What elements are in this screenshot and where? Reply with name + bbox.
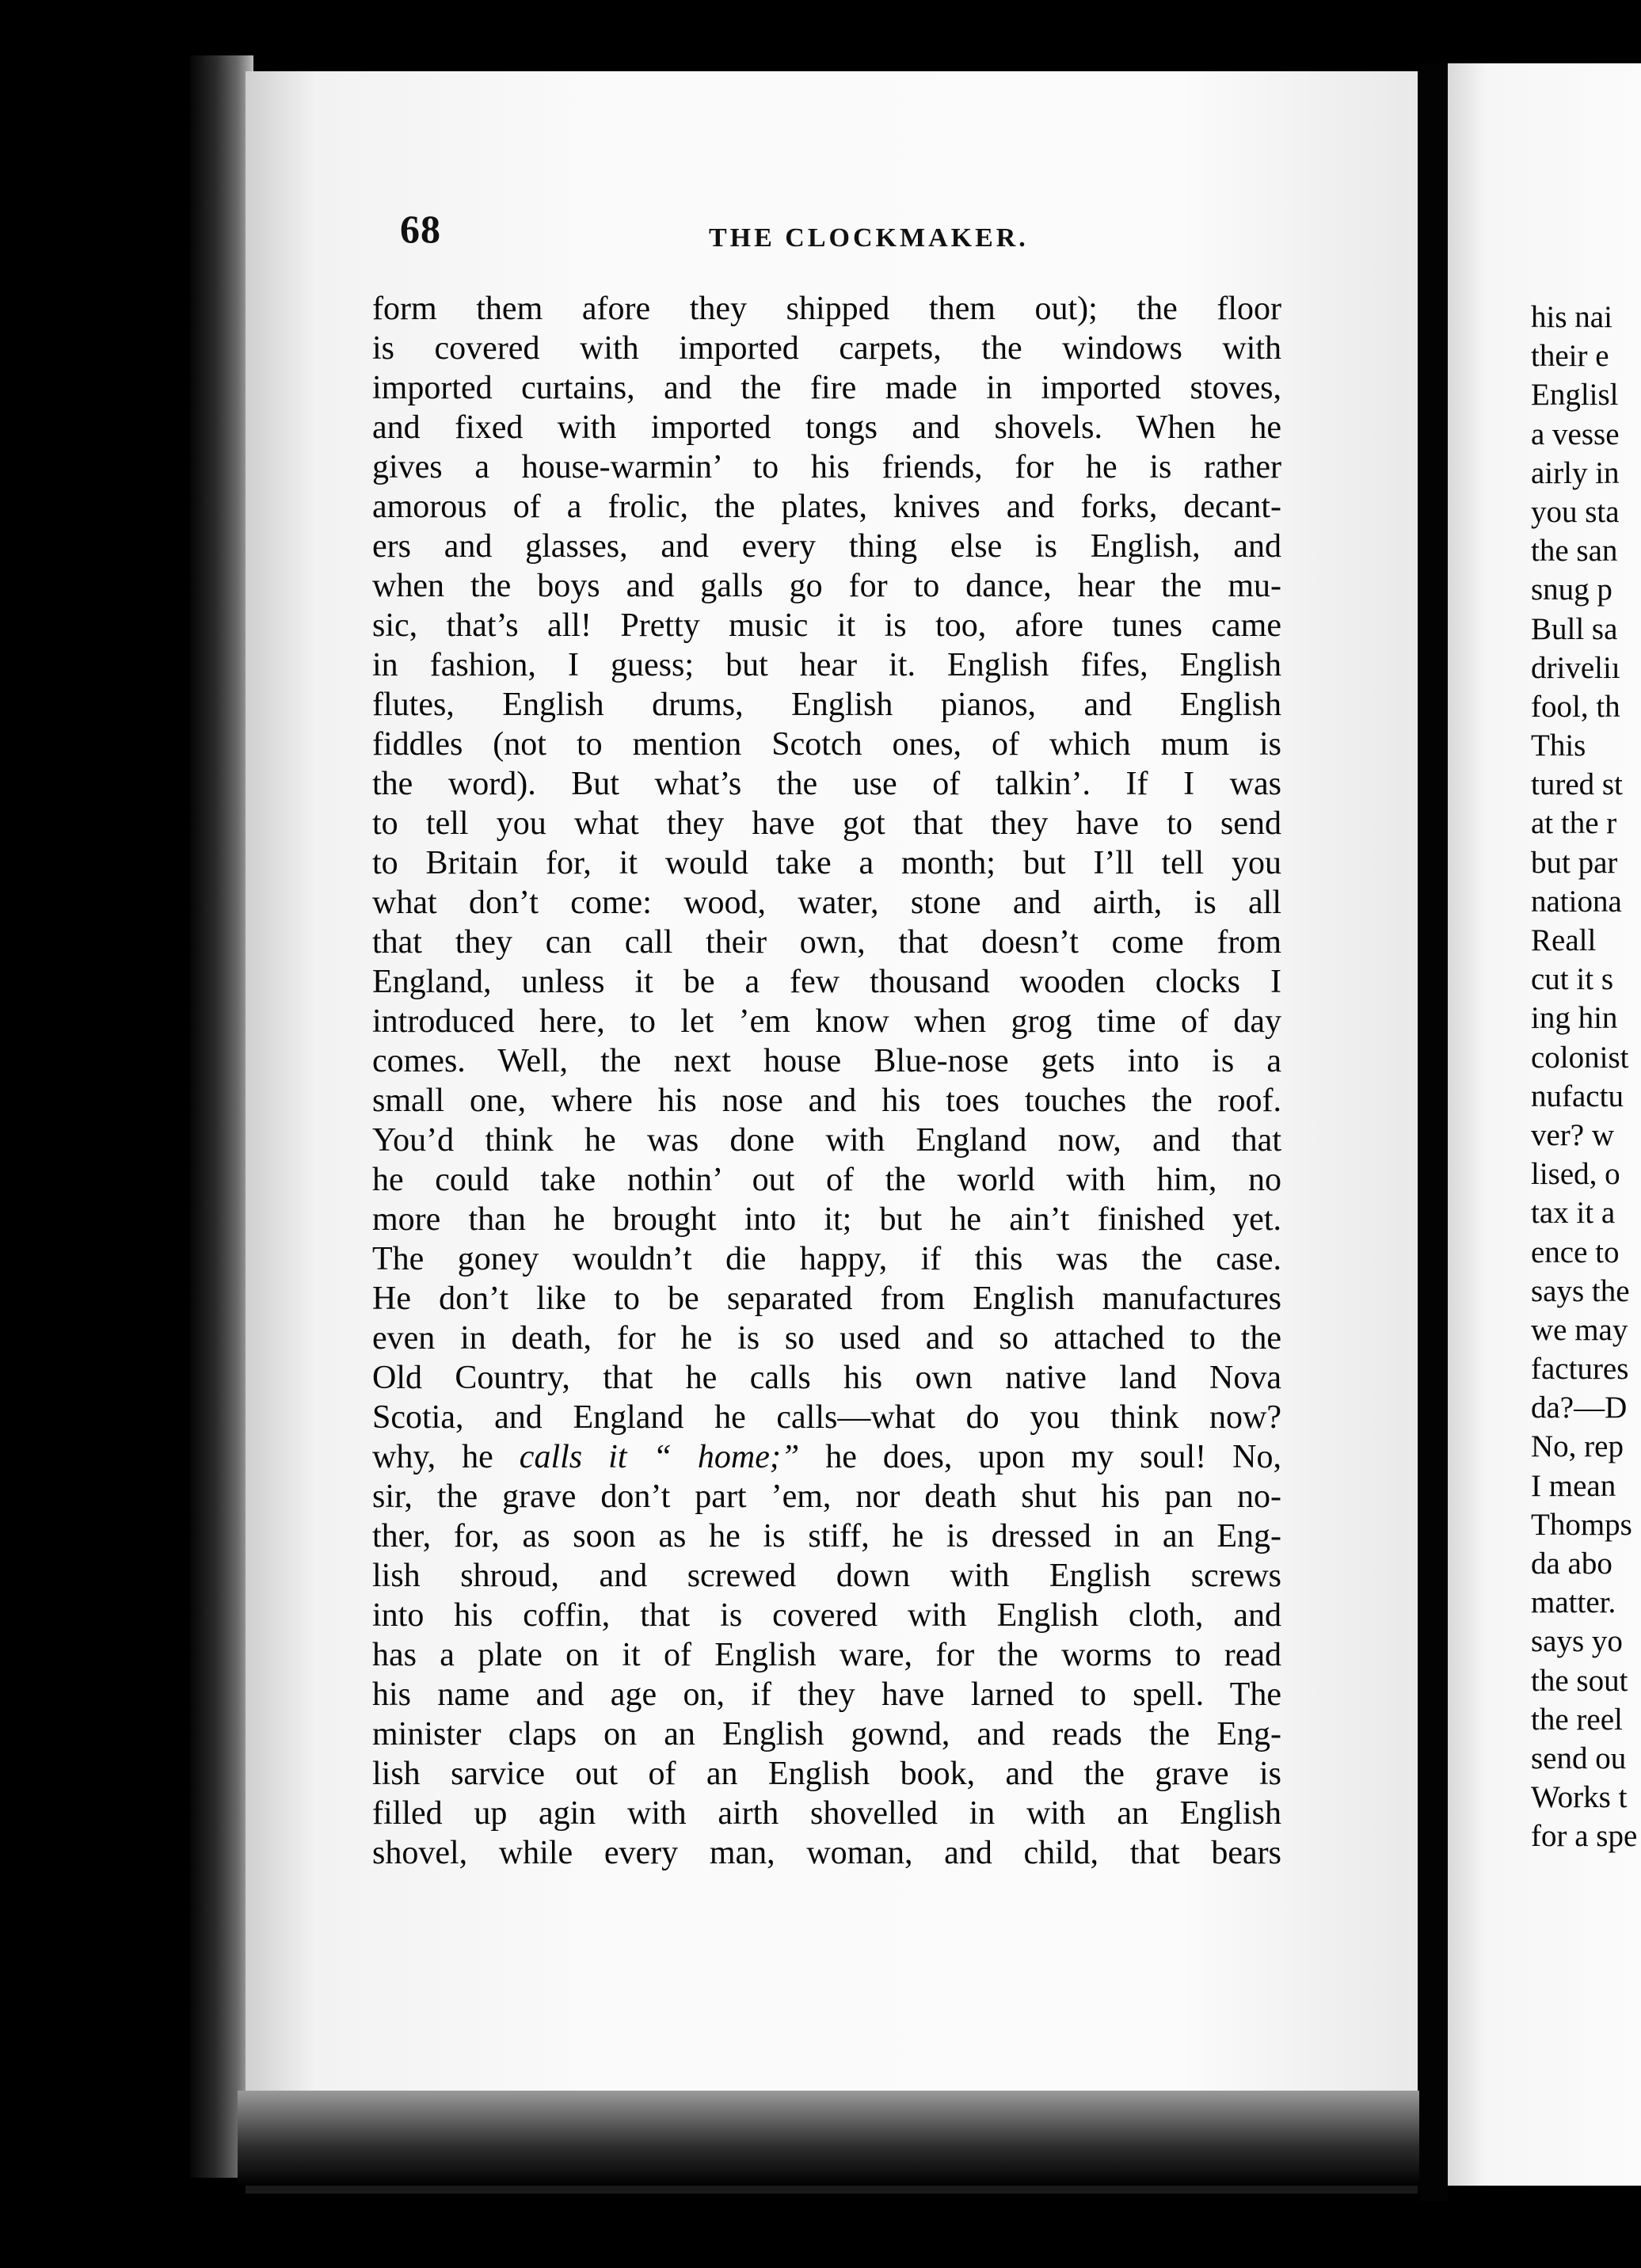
- text-line: ers and glasses, and every thing else is English, and: [372, 528, 1281, 565]
- text-line: introduced here, to let ’em know when grog time of day: [372, 1003, 1281, 1040]
- text-line: the san: [1531, 534, 1618, 569]
- text-line: imported curtains, and the fire made in imported stoves,: [372, 370, 1281, 406]
- text-line: his name and age on, if they have larned to spell. The: [372, 1676, 1281, 1713]
- text-line: you sta: [1531, 494, 1620, 529]
- text-line: ther, for, as soon as he is stiff, he is dressed in an Eng-: [372, 1518, 1281, 1554]
- italic-phrase: calls it “ home;”: [519, 1439, 800, 1475]
- text-line: This: [1531, 729, 1586, 763]
- text-line: their e: [1531, 339, 1609, 374]
- text-line: into his coffin, that is covered with English cloth, and: [372, 1597, 1281, 1634]
- text-line: even in death, for he is so used and so attached to the: [372, 1320, 1281, 1357]
- text-line: we may: [1531, 1312, 1628, 1347]
- text-line: I mean: [1531, 1468, 1616, 1503]
- text-line: Works t: [1531, 1780, 1628, 1815]
- text-line: his nai: [1531, 300, 1612, 334]
- text-line: small one, where his nose and his toes touches the roof.: [372, 1083, 1281, 1119]
- text-line: the sout: [1531, 1663, 1628, 1698]
- text-line: Bull sa: [1531, 611, 1618, 646]
- text-line: in fashion, I guess; but hear it. English fifes, English: [372, 647, 1281, 683]
- text-line: cut it s: [1531, 962, 1613, 997]
- text-line: more than he brought into it; but he ain’t finished yet.: [372, 1201, 1281, 1238]
- text-line: what don’t come: wood, water, stone and airth, is all: [372, 885, 1281, 921]
- text-line: Reall: [1531, 923, 1597, 957]
- text-line: he could take nothin’ out of the world with him, no: [372, 1162, 1281, 1198]
- text-line: form them afore they shipped them out); the floor: [372, 291, 1281, 327]
- text-line: says the: [1531, 1273, 1630, 1308]
- text-line: Englisl: [1531, 378, 1619, 413]
- text-line: send ou: [1531, 1741, 1627, 1775]
- text-line: airly in: [1531, 455, 1620, 490]
- text-line: nationa: [1531, 884, 1622, 919]
- page-number: 68: [400, 207, 441, 251]
- text-line: ver? w: [1531, 1117, 1615, 1152]
- text-line: snug p: [1531, 573, 1612, 607]
- text-line: England, unless it be a few thousand wooden clocks I: [372, 964, 1281, 1000]
- text-line: ing hin: [1531, 1001, 1618, 1036]
- text-line: sic, that’s all! Pretty music it is too, afore tunes came: [372, 607, 1281, 644]
- text-line: fool, th: [1531, 689, 1620, 724]
- text-line: Thomps: [1531, 1507, 1632, 1542]
- text-line-segment: why, he: [372, 1439, 520, 1475]
- text-line: when the boys and galls go for to dance, hear the mu-: [372, 568, 1281, 604]
- text-line: ence to: [1531, 1235, 1620, 1269]
- text-line: No, rep: [1531, 1429, 1624, 1464]
- text-line: comes. Well, the next house Blue-nose gets into is a: [372, 1043, 1281, 1079]
- text-line: to tell you what they have got that they have to send: [372, 805, 1281, 842]
- text-line: a vesse: [1531, 417, 1620, 451]
- text-line: The goney wouldn’t die happy, if this was the case.: [372, 1241, 1281, 1277]
- text-line: tax it a: [1531, 1196, 1616, 1231]
- text-line: is covered with imported carpets, the windows with: [372, 330, 1281, 367]
- text-line: flutes, English drums, English pianos, and English: [372, 687, 1281, 723]
- right-page-partial-text: [1531, 298, 1641, 1856]
- text-line: He don’t like to be separated from English manufactures: [372, 1281, 1281, 1317]
- text-line: amorous of a frolic, the plates, knives and forks, decant-: [372, 489, 1281, 525]
- text-line: has a plate on it of English ware, for the worms to read: [372, 1637, 1281, 1673]
- text-line: lish shroud, and screwed down with English screws: [372, 1558, 1281, 1594]
- text-line: colonist: [1531, 1040, 1629, 1075]
- text-line: to Britain for, it would take a month; but I’ll tell you: [372, 845, 1281, 881]
- book-spine: [1419, 63, 1448, 2201]
- text-line: but par: [1531, 845, 1618, 880]
- text-line: lised, o: [1531, 1157, 1620, 1192]
- text-line: Old Country, that he calls his own native land Nova: [372, 1360, 1281, 1396]
- text-line: the word). But what’s the use of talkin’. If I was: [372, 766, 1281, 802]
- text-line: da abo: [1531, 1547, 1612, 1581]
- text-line: the reel: [1531, 1702, 1623, 1737]
- text-line: matter.: [1531, 1585, 1616, 1620]
- running-title: THE CLOCKMAKER.: [709, 223, 1029, 253]
- text-line-segment: he does, upon my soul! No,: [799, 1439, 1281, 1475]
- text-line: and fixed with imported tongs and shovels. When he: [372, 409, 1281, 446]
- text-line: shovel, while every man, woman, and child, that bears: [372, 1835, 1281, 1871]
- text-line: sir, the grave don’t part ’em, nor death shut his pan no-: [372, 1478, 1281, 1515]
- text-line: at the r: [1531, 806, 1617, 841]
- text-line: factures: [1531, 1352, 1629, 1387]
- text-line: driveliı: [1531, 650, 1620, 685]
- text-line: tured st: [1531, 767, 1623, 802]
- text-line: gives a house-warmin’ to his friends, for he is rather: [372, 449, 1281, 485]
- text-line: lish sarvice out of an English book, and the grave is: [372, 1756, 1281, 1792]
- text-line: nufactu: [1531, 1079, 1624, 1113]
- text-line: minister claps on an English gownd, and reads the Eng-: [372, 1716, 1281, 1752]
- left-page-edge-shadow: [190, 55, 253, 2178]
- left-page-body-text: [372, 289, 1281, 1873]
- text-line: [372, 1437, 1281, 1477]
- text-line: Scotia, and England he calls—what do you think now?: [372, 1399, 1281, 1436]
- text-line: filled up agin with airth shovelled in with an English: [372, 1795, 1281, 1832]
- text-line: says yo: [1531, 1624, 1623, 1659]
- text-line: da?—D: [1531, 1391, 1628, 1425]
- text-line: fiddles (not to mention Scotch ones, of which mum is: [372, 726, 1281, 763]
- text-line: that they can call their own, that doesn’t come from: [372, 924, 1281, 961]
- bottom-page-edge: [238, 2091, 1426, 2186]
- text-line: for a spe: [1531, 1819, 1638, 1854]
- running-head: [400, 206, 1374, 269]
- text-line: You’d think he was done with England now, and that: [372, 1122, 1281, 1159]
